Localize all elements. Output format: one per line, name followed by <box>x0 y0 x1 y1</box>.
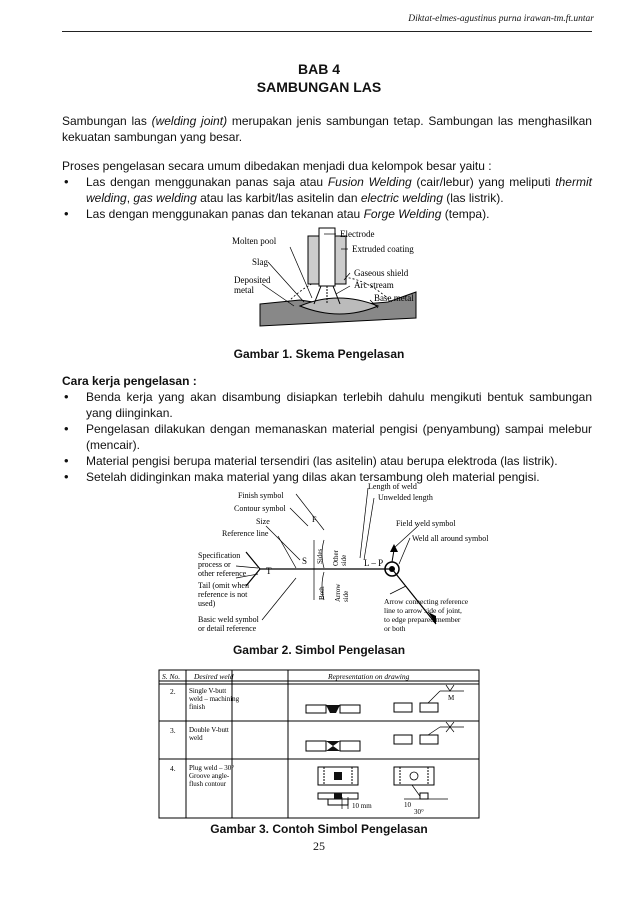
process-groups <box>62 158 592 222</box>
label-molten-pool: Molten pool <box>232 236 277 246</box>
label-l-p: L – P <box>364 558 384 568</box>
label-gaseous-shield: Gaseous shield <box>354 268 409 278</box>
list-item: • Benda kerja yang akan disambung disiapkan terlebih dahulu mengikuti bentuk sambungan yang diinginkan. <box>62 389 592 421</box>
label-spec-3: other reference <box>198 569 247 578</box>
label-deposited: Deposited <box>234 275 271 285</box>
label-basic-1: Basic weld symbol <box>198 615 259 624</box>
plug-depth-label: 10 <box>404 801 411 809</box>
label-field-weld-symbol: Field weld symbol <box>396 519 456 528</box>
label-arrow: Arrow <box>334 583 342 602</box>
label-tail-2: reference is not <box>198 590 248 599</box>
row-desc-line: finish <box>189 703 205 711</box>
label-side-other: side <box>340 554 348 566</box>
label-extruded-coating: Extruded coating <box>352 244 414 254</box>
row-number: 4. <box>170 764 176 773</box>
label-arrow-conn-3: to edge prepared member <box>384 615 461 624</box>
groups-intro: Proses pengelasan secara umum dibedakan menjadi dua kelompok besar yaitu : <box>62 159 492 173</box>
row-desc-line: Single V-butt <box>189 687 227 695</box>
label-both: Both <box>318 586 326 600</box>
label-arrow-conn-2: line to arrow side of joint, <box>384 606 462 615</box>
welding-schematic-figure <box>228 222 448 340</box>
label-metal: metal <box>234 285 254 295</box>
page-number: 25 <box>313 839 325 853</box>
label-other: Other <box>332 550 340 566</box>
header-rule <box>62 31 592 32</box>
label-basic-2: or detail reference <box>198 624 257 633</box>
weld-symbol-figure <box>196 482 496 642</box>
weld-symbol-examples-table <box>158 669 480 819</box>
running-header: Diktat-elmes-agustinus purna irawan-tm.ft.untar <box>408 14 594 24</box>
row-desc-line: Plug weld – 30° <box>189 764 234 772</box>
row-desc-line: Groove angle- <box>189 772 230 780</box>
figure1-caption: Gambar 1. Skema Pengelasan <box>233 347 405 361</box>
col-header-no: S. No. <box>162 672 181 681</box>
row-number: 2. <box>170 687 176 696</box>
list-item: • Las dengan menggunakan panas dan tekanan atau Forge Welding (tempa). <box>62 206 592 222</box>
label-unwelded-length: Unwelded length <box>378 493 433 502</box>
label-weld-all-around: Weld all around symbol <box>412 534 489 543</box>
label-side-arrow: side <box>342 590 350 602</box>
label-spec-1: Specification <box>198 551 241 560</box>
process-heading: Cara kerja pengelasan : <box>62 374 197 388</box>
groups-list <box>62 174 592 222</box>
label-size: Size <box>256 517 270 526</box>
label-arrow-conn-1: Arrow connecting reference <box>384 597 469 606</box>
col-header-desired: Desired weld <box>194 672 234 681</box>
label-arrow-conn-4: or both <box>384 624 406 633</box>
row-number: 3. <box>170 726 176 735</box>
process-list <box>62 389 592 485</box>
label-contour-symbol: Contour symbol <box>234 504 286 513</box>
row-desc-line: weld <box>189 734 203 742</box>
machining-finish-mark: M <box>448 694 455 702</box>
col-header-representation: Representation on drawing <box>328 672 410 681</box>
row-desc-line: Double V-butt <box>189 726 229 734</box>
label-slag: Slag <box>252 257 269 267</box>
list-item: • Pengelasan dilakukan dengan memanaskan material pengisi (penyambung) sampai melebur (mencair). <box>62 421 592 453</box>
label-electrode: Electrode <box>340 229 375 239</box>
figure2-caption: Gambar 2. Simbol Pengelasan <box>232 643 406 657</box>
list-item: • Setelah didinginkan maka material yang dilas akan tersambung oleh material pengisi. <box>62 469 592 485</box>
label-sides: Sides <box>316 548 324 564</box>
label-reference-line: Reference line <box>222 529 269 538</box>
label-f: F <box>312 515 317 524</box>
groove-angle-label: 30° <box>414 808 424 816</box>
row-desc-line: weld – machining <box>189 695 240 703</box>
label-spec-2: process or <box>198 560 231 569</box>
figure3-caption: Gambar 3. Contoh Simbol Pengelasan <box>210 822 428 836</box>
label-s: S <box>302 556 308 566</box>
label-base-metal: Base metal <box>374 293 414 303</box>
process-section <box>62 373 592 485</box>
label-length-of-weld: Length of weld <box>368 482 417 491</box>
label-tail-3: used) <box>198 599 216 608</box>
label-finish-symbol: Finish symbol <box>238 491 284 500</box>
label-arc-stream: Arc stream <box>354 280 394 290</box>
chapter-number: BAB 4 <box>297 61 340 77</box>
plug-width-label: 10 mm <box>352 802 372 810</box>
label-t: T <box>266 566 272 576</box>
intro-paragraph: Sambungan las (welding joint) merupakan jenis sambungan tetap. Sambungan las menghasilkan kekuatan sambungan yang besar. <box>62 114 592 144</box>
label-tail-1: Tail (omit when <box>198 581 249 590</box>
chapter-title: SAMBUNGAN LAS <box>256 79 382 95</box>
list-item: • Las dengan menggunakan panas saja atau Fusion Welding (cair/lebur) yang meliputi thermit welding, gas welding atau las karbit/las asitelin dan electric welding (las listrik). <box>62 174 592 206</box>
list-item: • Material pengisi berupa material tersendiri (las asitelin) atau berupa elektroda (las listrik). <box>62 453 592 469</box>
row-desc-line: flush contour <box>189 780 227 788</box>
